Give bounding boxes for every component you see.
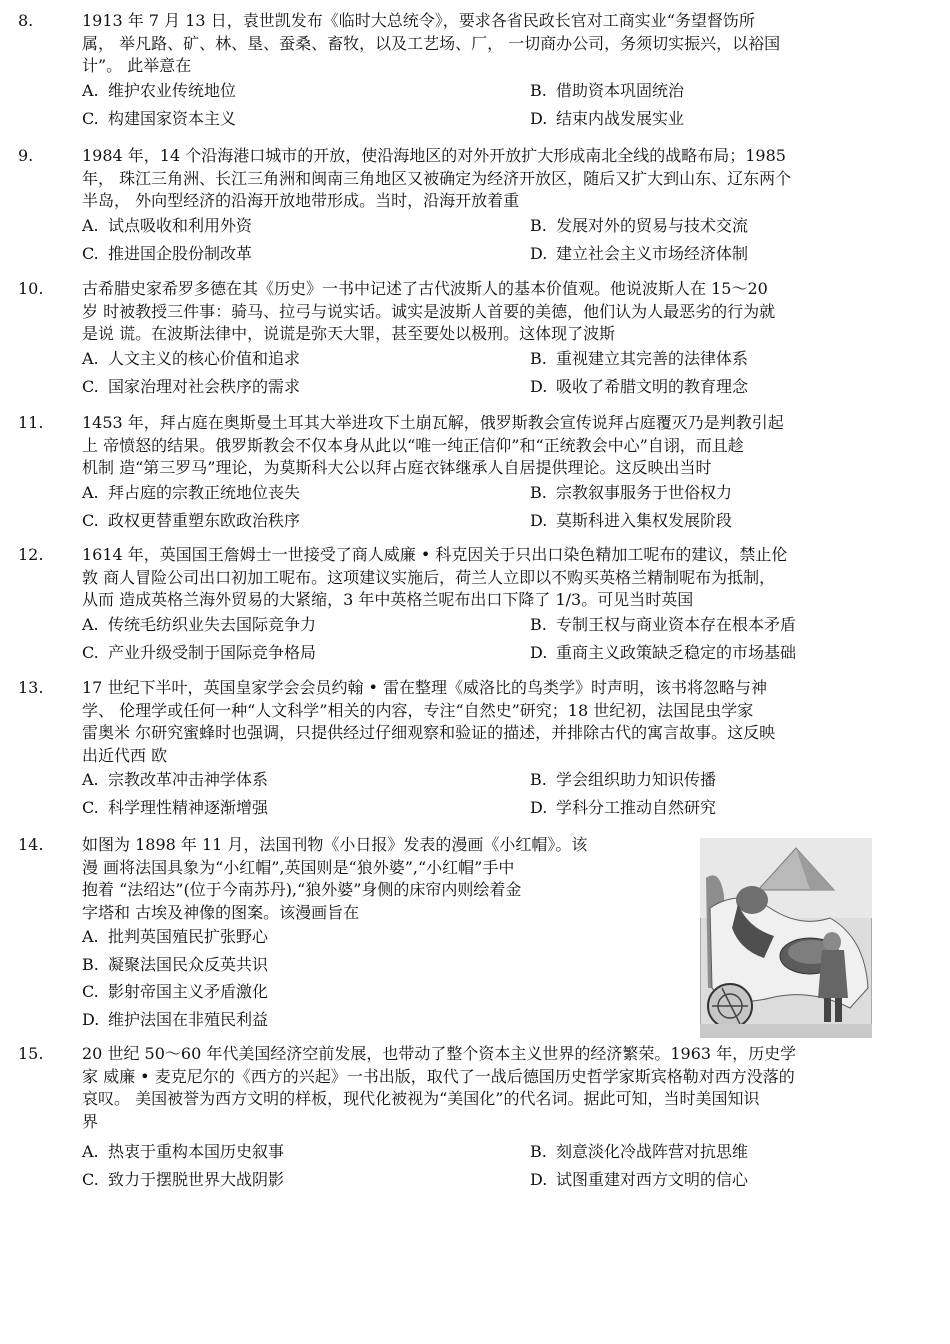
option-a[interactable]: A. 维护农业传统地位 bbox=[82, 80, 237, 100]
question-stem: 8. 1913 年 7 月 13 日，袁世凯发布《临时大总统令》，要求各省民政长官对工商实业“务望督饬所 属， 举凡路、矿、林、垦、蚕桑、畜牧，以及工艺场、厂， 一切商办公司，务须切实振兴，以裕国 计”。 此举意在 bbox=[18, 11, 781, 75]
option-b[interactable]: B. 宗教叙事服务于世俗权力 bbox=[530, 482, 733, 502]
question-10 bbox=[18, 278, 908, 400]
question-14 bbox=[18, 834, 698, 1034]
option-d[interactable]: D. 莫斯科进入集权发展阶段 bbox=[530, 510, 733, 530]
options bbox=[18, 346, 908, 400]
question-number: 11. bbox=[18, 413, 44, 432]
option-b[interactable]: B. 借助资本巩固统治 bbox=[530, 80, 685, 100]
question-15 bbox=[18, 1043, 908, 1193]
options bbox=[18, 78, 908, 132]
options bbox=[18, 767, 908, 821]
option-b[interactable]: B. 专制王权与商业资本存在根本矛盾 bbox=[530, 614, 797, 634]
question-number: 15. bbox=[18, 1044, 44, 1063]
option-b[interactable]: B. 重视建立其完善的法律体系 bbox=[530, 348, 749, 368]
question-number: 14. bbox=[18, 835, 44, 854]
options bbox=[18, 1139, 908, 1193]
question-stem: 13. 17 世纪下半叶，英国皇家学会会员约翰 • 雷在整理《威洛比的鸟类学》时声明，该书将忽略与神 学、 伦理学或任何一种“人文科学”相关的内容，专注“自然史”研究；18 世纪初，法国昆虫学家 雷奥米 尔研究蜜蜂时也强调，只提供经过仔细观察和验证的描述，并排除古代的寓言故事。这反映 出近代西 欧 bbox=[18, 678, 776, 765]
options bbox=[18, 612, 908, 666]
question-stem: 14. 如图为 1898 年 11 月，法国刊物《小日报》发表的漫画《小红帽》。该 漫 画将法国具象为“小红帽”,英国则是“狼外婆”,“小红帽”手中 抱着 “法绍达”(位于今南苏丹),“狼外婆”身侧的床帘内则绘着金 字塔和 古埃及神像的图案。该漫画旨在 bbox=[18, 835, 588, 922]
question-number: 13. bbox=[18, 678, 44, 697]
question-number: 8. bbox=[18, 11, 34, 30]
option-d[interactable]: D. 学科分工推动自然研究 bbox=[530, 798, 717, 817]
question-12 bbox=[18, 544, 908, 666]
option-a[interactable]: A. 拜占庭的宗教正统地位丧失 bbox=[82, 482, 301, 502]
question-stem: 11. 1453 年，拜占庭在奥斯曼土耳其大举进攻下土崩瓦解，俄罗斯教会宣传说拜占庭覆灭乃是判教引起 上 帝愤怒的结果。俄罗斯教会不仅本身从此以“唯一纯正信仰”和“正统教会中心”自诩，而且趁 机制 造“第三罗马”理论，为莫斯科大公以拜占庭衣钵继承人自居提供理论。这反映出当时 bbox=[18, 413, 784, 477]
question-number: 10. bbox=[18, 279, 44, 298]
option-a[interactable]: A. 批判英国殖民扩张野心 bbox=[82, 927, 269, 946]
option-b[interactable]: B. 凝聚法国民众反英共识 bbox=[82, 954, 269, 974]
question-9 bbox=[18, 145, 908, 267]
option-c[interactable]: C. 产业升级受制于国际竞争格局 bbox=[82, 642, 317, 662]
question-13 bbox=[18, 677, 908, 821]
option-b[interactable]: B. 学会组织助力知识传播 bbox=[530, 770, 717, 789]
question-number: 12. bbox=[18, 545, 44, 564]
option-c[interactable]: C. 致力于摆脱世界大战阴影 bbox=[82, 1170, 285, 1189]
options bbox=[18, 924, 698, 1034]
option-b[interactable]: B. 发展对外的贸易与技术交流 bbox=[530, 215, 749, 235]
option-b[interactable]: B. 刻意淡化冷战阵营对抗思维 bbox=[530, 1142, 749, 1161]
option-d[interactable]: D. 结束内战发展实业 bbox=[530, 108, 685, 128]
option-a[interactable]: A. 传统毛纺织业失去国际竞争力 bbox=[82, 614, 317, 634]
option-a[interactable]: A. 热衷于重构本国历史叙事 bbox=[82, 1142, 285, 1161]
option-c[interactable]: C. 政权更替重塑东欧政治秩序 bbox=[82, 510, 301, 530]
question-11 bbox=[18, 412, 908, 534]
options bbox=[18, 480, 908, 534]
option-d[interactable]: D. 试图重建对西方文明的信心 bbox=[530, 1170, 749, 1189]
option-c[interactable]: C. 国家治理对社会秩序的需求 bbox=[82, 376, 301, 396]
option-d[interactable]: D. 维护法国在非殖民利益 bbox=[82, 1009, 269, 1029]
question-stem: 12. 1614 年，英国国王詹姆士一世接受了商人威廉 • 科克因关于只出口染色精加工呢布的建议，禁止伦 敦 商人冒险公司出口初加工呢布。这项建议实施后，荷兰人立即以不购买英格兰精制呢布为抵制， 从而 造成英格兰海外贸易的大紧缩，3 年中英格兰呢布出口下降了 1/3。可见当时英国 bbox=[18, 545, 788, 609]
question-stem: 9. 1984 年，14 个沿海港口城市的开放，使沿海地区的对外开放扩大形成南北全线的战略布局；1985 年， 珠江三角洲、长江三角洲和闽南三角地区又被确定为经济开放区，随后又扩大到山东、辽东两个 半岛， 外向型经济的沿海开放地带形成。当时，沿海开放着重 bbox=[18, 146, 792, 210]
option-d[interactable]: D. 建立社会主义市场经济体制 bbox=[530, 243, 749, 263]
option-d[interactable]: D. 吸收了希腊文明的教育理念 bbox=[530, 376, 749, 396]
question-stem: 10. 古希腊史家希罗多德在其《历史》一书中记述了古代波斯人的基本价值观。他说波斯人在 15～20 岁 时被教授三件事：骑马、拉弓与说实话。诚实是波斯人首要的美德，他们认为人最恶劣的行为就 是说 谎。在波斯法律中，说谎是弥天大罪，甚至要处以极刑。这体现了波斯 bbox=[18, 279, 776, 343]
question-8 bbox=[18, 10, 908, 132]
little-red-riding-hood-cartoon-image bbox=[700, 838, 872, 1038]
options bbox=[18, 213, 908, 267]
option-a[interactable]: A. 人文主义的核心价值和追求 bbox=[82, 348, 301, 368]
question-stem: 15. 20 世纪 50～60 年代美国经济空前发展，也带动了整个资本主义世界的经济繁荣。1963 年，历史学 家 威廉 • 麦克尼尔的《西方的兴起》一书出版，取代了一战后德国历史哲学家斯宾格勒对西方没落的 哀叹。 美国被誉为西方文明的样板，现代化被视为“美国化”的代名词。据此可知，当时美国知识 界 bbox=[18, 1044, 797, 1131]
option-c[interactable]: C. 影射帝国主义矛盾激化 bbox=[82, 982, 269, 1001]
question-number: 9. bbox=[18, 146, 34, 165]
option-c[interactable]: C. 构建国家资本主义 bbox=[82, 108, 237, 128]
option-a[interactable]: A. 试点吸收和利用外资 bbox=[82, 215, 253, 235]
option-d[interactable]: D. 重商主义政策缺乏稳定的市场基础 bbox=[530, 642, 797, 662]
option-c[interactable]: C. 科学理性精神逐渐增强 bbox=[82, 798, 269, 817]
option-a[interactable]: A. 宗教改革冲击神学体系 bbox=[82, 770, 269, 789]
option-c[interactable]: C. 推进国企股份制改革 bbox=[82, 243, 253, 263]
